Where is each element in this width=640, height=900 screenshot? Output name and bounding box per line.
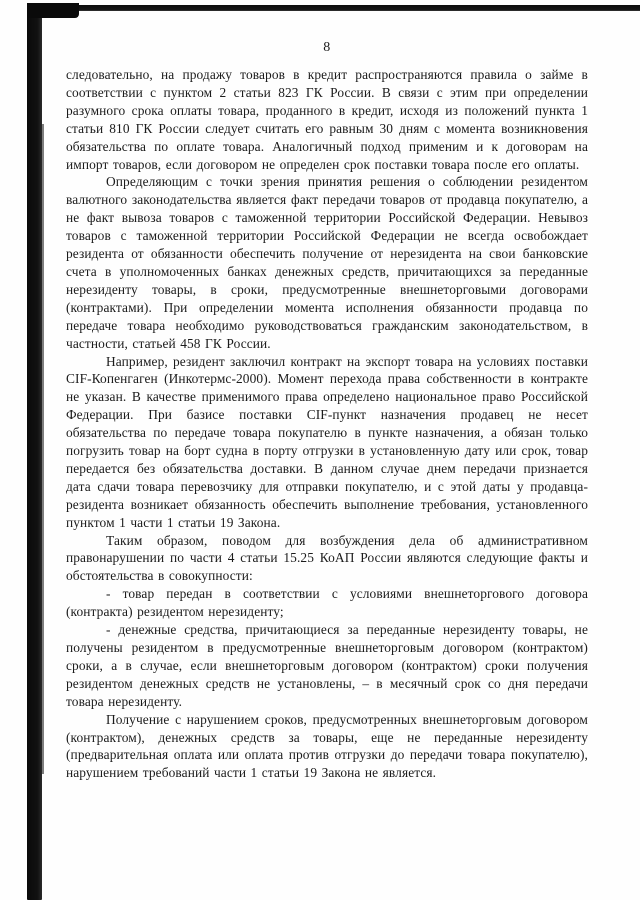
document-body — [66, 66, 588, 782]
paragraph: Получение с нарушением сроков, предусмотренных внешнеторговым договором (контрактом), денежных средств за товары, еще не переданные нерезиденту (предварительная оплата или оплата против отгрузки до передачи товара покупателю), нарушением требований части 1 статьи 19 Закона не является. — [66, 711, 588, 781]
paragraph: Например, резидент заключил контракт на экспорт товара на условиях поставки CIF-Копенгаген (Инкотермс-2000). Момент перехода права собственности в контракте не указан. В качестве применимого права определено национальное право Российской Федерации. При базисе поставки CIF-пункт назначения продавец не несет обязательства по передаче товара покупателю в пункте назначения, а обязан только погрузить товар на борт судна в порту отгрузки в установленную дату или срок, товар передается без обязательства доставки. В данном случае днем передачи признается дата сдачи товара перевозчику для отправки покупателю, и с этой даты у продавца-резидента возникает обязанность обеспечить выполнение требования, установленного пунктом 1 части 1 статьи 19 Закона. — [66, 353, 588, 530]
list-item-paragraph: - товар передан в соответствии с условиями внешнеторгового договора (контракта) резидентом нерезиденту; — [66, 586, 588, 620]
paragraph: Таким образом, поводом для возбуждения дела об административном правонарушении по части 4 статьи 15.25 КоАП России являются следующие факты и обстоятельства в совокупности: — [66, 532, 588, 584]
scan-artifact-corner-blob — [27, 3, 79, 18]
page-content — [66, 40, 588, 782]
paragraph-continuation: следовательно, на продажу товаров в кредит распространяются правила о займе в соответствии с пунктом 2 статьи 823 ГК России. В связи с этим при определении разумного срока оплаты товара, проданного в кредит, исходя из положений пункта 1 статьи 810 ГК России следует считать его равным 30 дням с момента возникновения обязательства по оплате товара. Аналогичный подход применим и к договорам на импорт товаров, если договором не определен срок поставки товара после его оплаты. — [66, 67, 588, 172]
list-item-paragraph: - денежные средства, причитающиеся за переданные нерезиденту товары, не получены резидентом в предусмотренные внешнеторговым договором (контрактом) сроки, а в случае, если внешнеторговым договором (контрактом) сроки получения резидентом денежных средств не установлены, – в месячный срок со дня передачи товара нерезиденту. — [66, 622, 588, 709]
scan-artifact-top-edge — [27, 5, 640, 11]
scan-artifact-left-edge — [27, 4, 42, 900]
page-number: 8 — [323, 40, 331, 55]
paragraph: Определяющим с точки зрения принятия решения о соблюдении резидентом валютного законодательства является факт передачи товаров от продавца покупателю, а не факт вывоза товаров с таможенной территории Российской Федерации. Невывоз товаров с таможенной территории Российской Федерации не всегда освобождает резидента от обязанности обеспечить получение от нерезидента на свои банковские счета в уполномоченных банках денежных средств, причитающихся за переданные нерезиденту товары, в сроки, предусмотренные внешнеторговыми договорами (контрактами). При определении момента исполнения обязанности продавца по передаче товара необходимо руководствоваться гражданским законодательством, в частности, статьей 458 ГК России. — [66, 174, 588, 351]
